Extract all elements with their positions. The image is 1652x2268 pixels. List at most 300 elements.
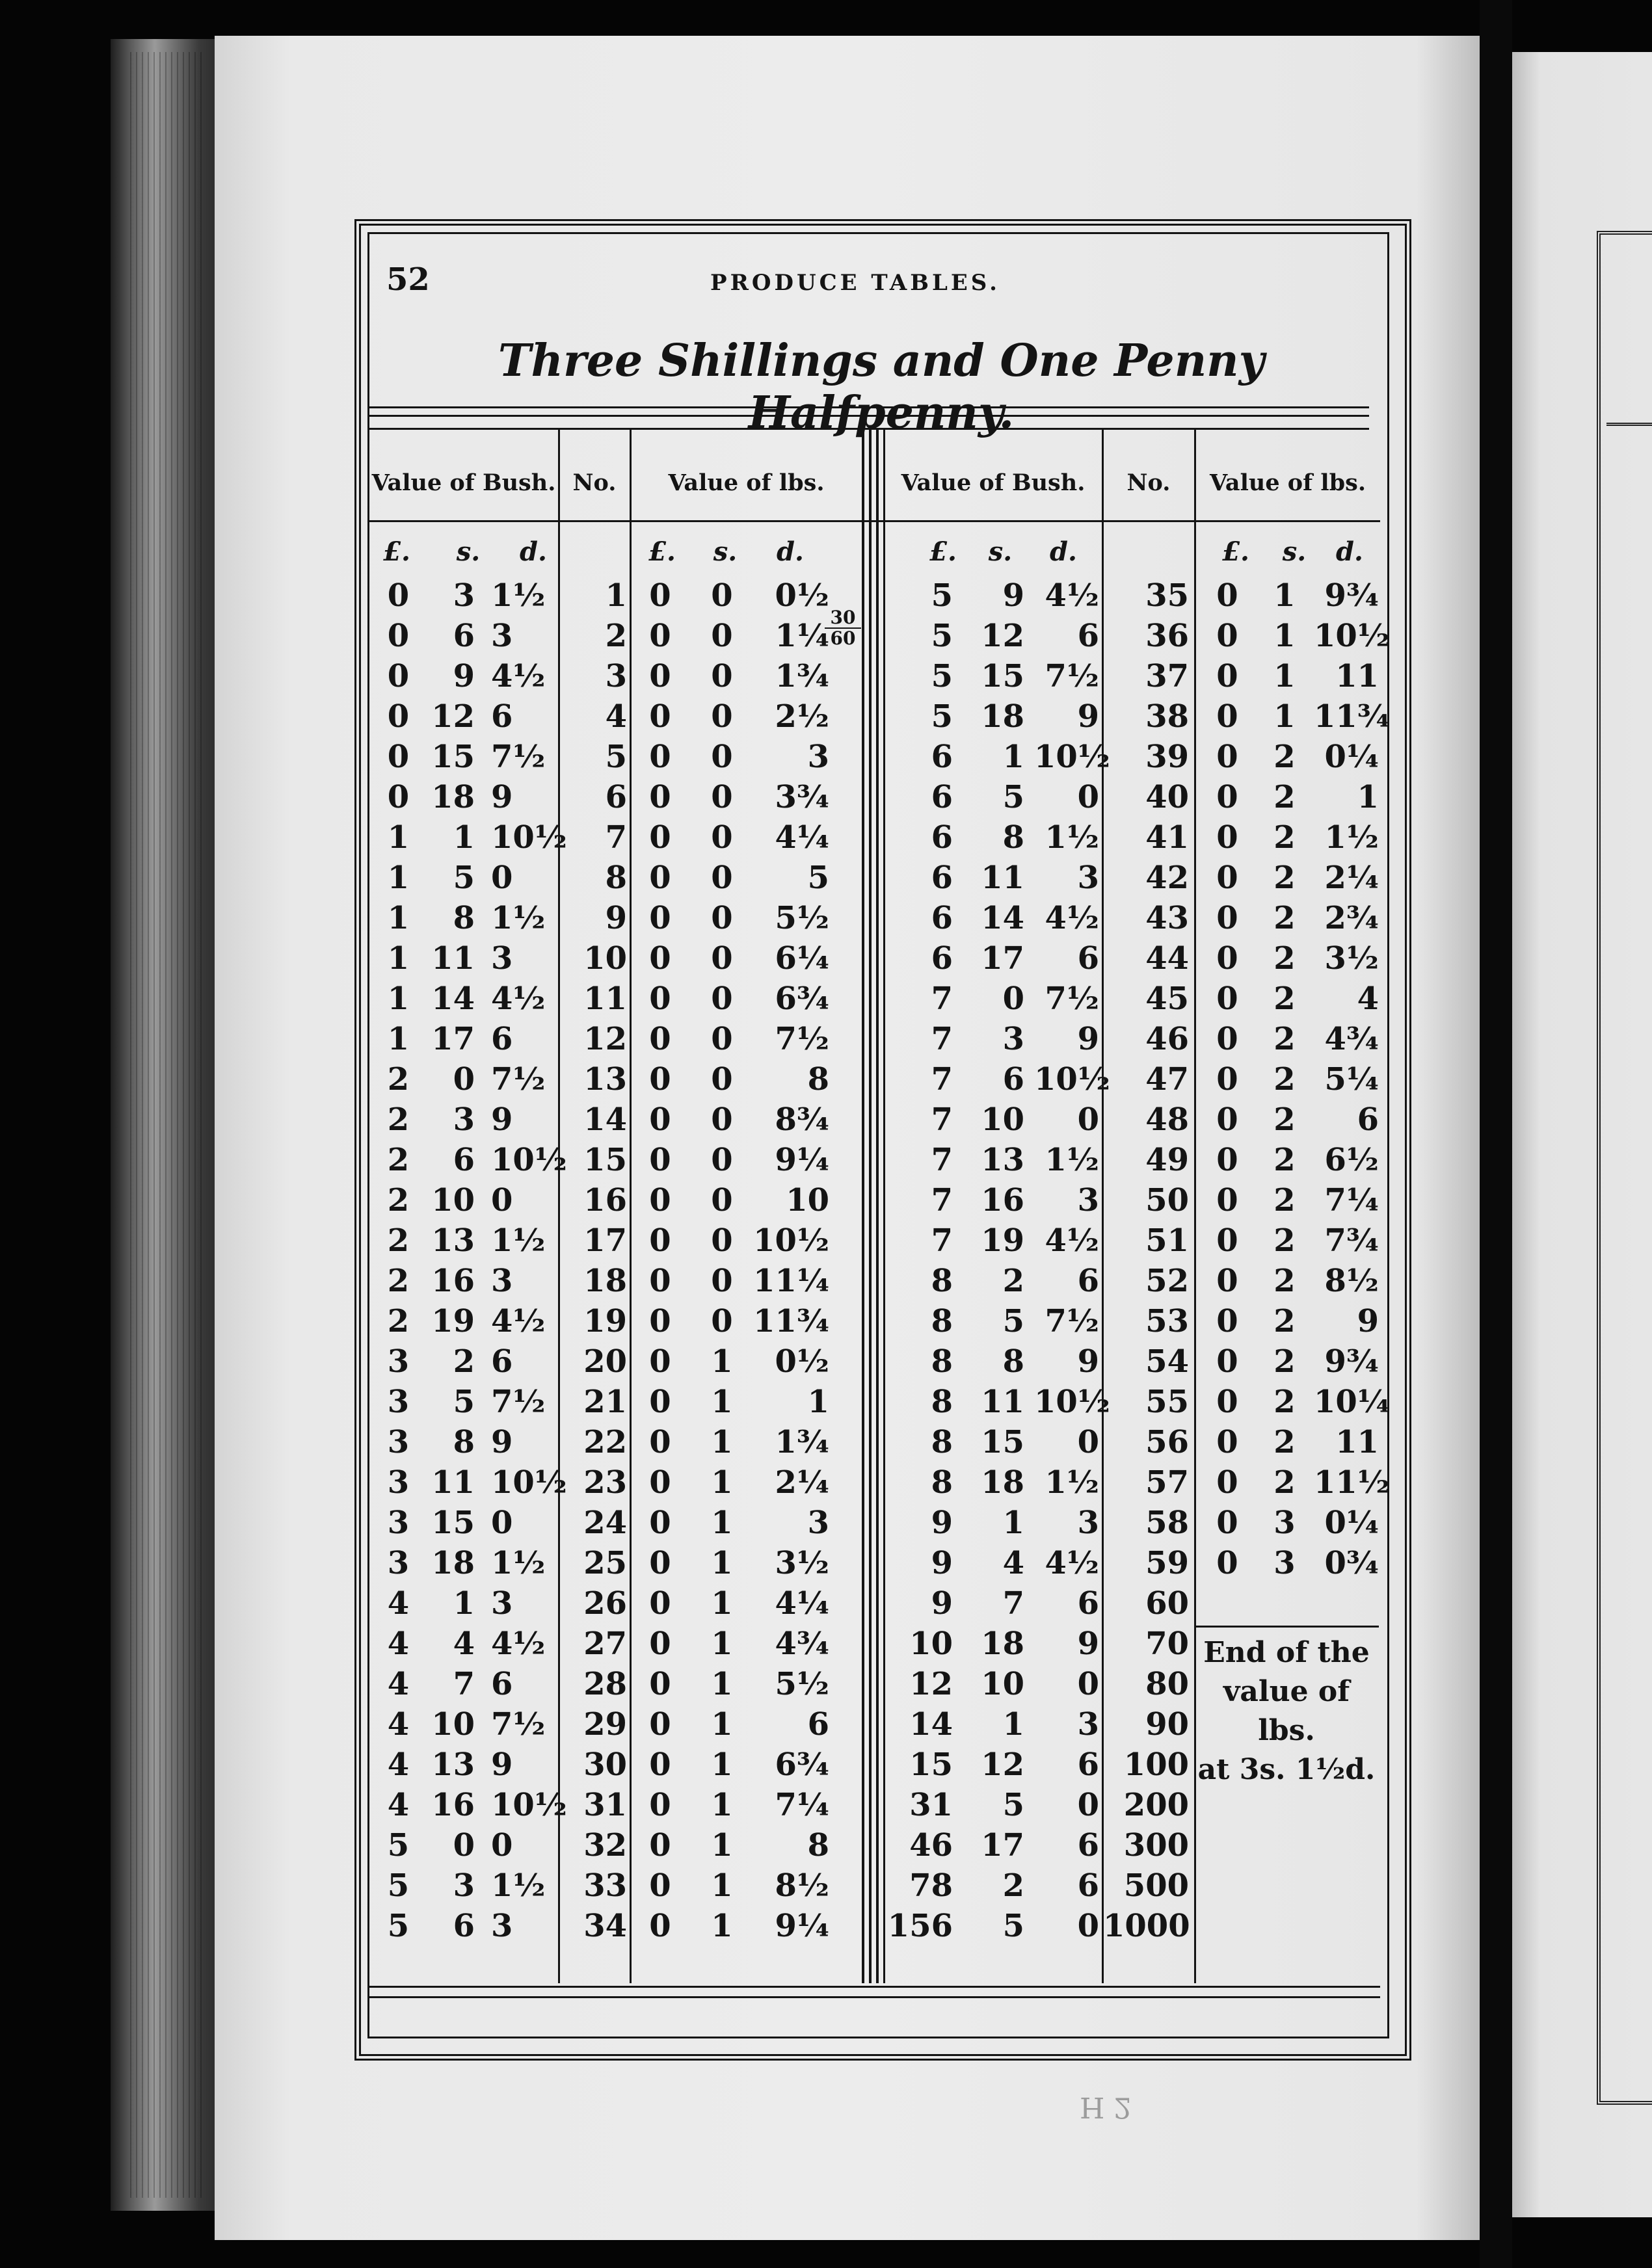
left-cell-lbs-shillings: 1 (711, 1666, 733, 1702)
right-cell-bush-pounds: 5 (931, 618, 953, 654)
left-cell-lbs-shillings: 0 (711, 1061, 733, 1098)
left-cell-bush-pence: 0 (491, 860, 513, 896)
right-cell-bush-shillings: 10 (981, 1666, 1024, 1702)
left-cell-lbs-pence: 3½ (775, 1545, 829, 1581)
right-cell-lbs-shillings: 2 (1273, 981, 1296, 1017)
right-cell-bush-pence: 7½ (1045, 981, 1099, 1017)
corner-fraction-bottom: 60 (830, 627, 856, 649)
left-cell-number: 18 (583, 1263, 627, 1299)
left-cell-lbs-pence: 2¼ (775, 1464, 829, 1501)
right-cell-lbs-pounds: 0 (1216, 739, 1238, 775)
right-cell-lbs-shillings: 1 (1273, 658, 1296, 694)
left-cell-lbs-pounds: 0 (649, 1827, 671, 1864)
left-cell-bush-pence: 0 (491, 1827, 513, 1864)
right-cell-lbs-pounds: 0 (1216, 577, 1238, 614)
left-cell-lbs-shillings: 1 (711, 1545, 733, 1581)
left-cell-bush-pence: 4½ (491, 1626, 546, 1662)
right-cell-lbs-pounds: 0 (1216, 981, 1238, 1017)
right-cell-lbs-pence: 1 (1357, 779, 1379, 815)
right-cell-lbs-pounds: 0 (1216, 779, 1238, 815)
left-cell-lbs-shillings: 1 (711, 1626, 733, 1662)
left-cell-lbs-pounds: 0 (649, 1545, 671, 1581)
right-cell-bush-pounds: 5 (931, 577, 953, 614)
right-cell-bush-pounds: 7 (931, 981, 953, 1017)
right-cell-lbs-shillings: 3 (1273, 1505, 1296, 1541)
right-cell-bush-pounds: 15 (909, 1747, 953, 1783)
right-cell-lbs-pence: 9¾ (1324, 577, 1379, 614)
left-cell-lbs-pence: 1 (807, 1384, 829, 1420)
right-cell-number: 54 (1145, 1343, 1189, 1380)
left-cell-lbs-pence: 10½ (753, 1222, 829, 1259)
left-cell-bush-shillings: 13 (431, 1747, 475, 1783)
right-cell-lbs-pence: 1½ (1324, 819, 1379, 856)
right-table-row (0, 1422, 1652, 1462)
left-cell-bush-pence: 1½ (491, 577, 546, 614)
left-cell-number: 15 (583, 1142, 627, 1178)
left-cell-lbs-pence: 9¼ (775, 1908, 829, 1944)
right-cell-number: 60 (1145, 1585, 1189, 1622)
right-cell-bush-pence: 9 (1077, 1343, 1099, 1380)
right-cell-number: 56 (1145, 1424, 1189, 1460)
right-table-row (0, 1341, 1652, 1382)
left-cell-bush-pounds: 4 (387, 1585, 410, 1622)
right-cell-lbs-pounds: 0 (1216, 1464, 1238, 1501)
right-table-row (0, 1059, 1652, 1100)
left-cell-lbs-shillings: 0 (711, 739, 733, 775)
left-cell-lbs-pounds: 0 (649, 1021, 671, 1057)
left-cell-number: 17 (583, 1222, 627, 1259)
right-lbs-unit-shilling: s. (1282, 536, 1307, 567)
left-cell-lbs-shillings: 1 (711, 1787, 733, 1823)
left-cell-lbs-pence: 6 (807, 1706, 829, 1743)
left-cell-bush-pence: 7½ (491, 1706, 546, 1743)
left-cell-lbs-pence: 8½ (775, 1867, 829, 1904)
left-cell-bush-pence: 1½ (491, 900, 546, 936)
left-cell-bush-pence: 6 (491, 1021, 513, 1057)
left-cell-lbs-shillings: 0 (711, 1142, 733, 1178)
left-cell-bush-shillings: 3 (453, 1867, 475, 1904)
right-cell-bush-pounds: 5 (931, 658, 953, 694)
left-cell-bush-shillings: 8 (453, 900, 475, 936)
right-cell-number: 55 (1145, 1384, 1189, 1420)
left-unit-pence: d. (520, 536, 547, 567)
right-cell-lbs-shillings: 1 (1273, 698, 1296, 735)
left-cell-lbs-pence: 6¾ (775, 981, 829, 1017)
right-cell-number: 37 (1145, 658, 1189, 694)
right-cell-number: 38 (1145, 698, 1189, 735)
left-cell-lbs-pence: 2½ (775, 698, 829, 735)
right-cell-lbs-pounds: 0 (1216, 940, 1238, 977)
right-cell-bush-pence: 3 (1077, 1505, 1099, 1541)
left-cell-bush-pounds: 1 (387, 819, 410, 856)
right-cell-bush-pounds: 78 (909, 1867, 953, 1904)
right-cell-bush-pence: 6 (1077, 1263, 1099, 1299)
right-cell-bush-pence: 3 (1077, 860, 1099, 896)
right-cell-bush-pence: 1½ (1045, 819, 1099, 856)
left-cell-lbs-shillings: 0 (711, 1303, 733, 1339)
right-table-row (0, 696, 1652, 737)
right-cell-bush-pence: 9 (1077, 698, 1099, 735)
left-cell-bush-pounds: 4 (387, 1626, 410, 1662)
left-cell-lbs-pounds: 0 (649, 1706, 671, 1743)
left-cell-lbs-pounds: 0 (649, 577, 671, 614)
left-cell-lbs-shillings: 0 (711, 900, 733, 936)
left-cell-lbs-pounds: 0 (649, 779, 671, 815)
right-table-row (0, 1301, 1652, 1341)
left-cell-bush-shillings: 3 (453, 1101, 475, 1138)
left-cell-lbs-pounds: 0 (649, 1263, 671, 1299)
right-cell-lbs-pence: 7¼ (1324, 1182, 1379, 1219)
right-cell-lbs-pounds: 0 (1216, 1303, 1238, 1339)
left-cell-lbs-shillings: 0 (711, 860, 733, 896)
left-cell-bush-pence: 6 (491, 698, 513, 735)
right-cell-bush-pounds: 7 (931, 1142, 953, 1178)
right-table-row (0, 656, 1652, 696)
left-cell-lbs-pence: 4¼ (775, 819, 829, 856)
left-cell-bush-pounds: 0 (387, 618, 410, 654)
left-cell-number: 13 (583, 1061, 627, 1098)
right-cell-bush-pence: 9 (1077, 1626, 1099, 1662)
right-cell-bush-pounds: 8 (931, 1384, 953, 1420)
left-cell-number: 8 (605, 860, 627, 896)
right-cell-bush-shillings: 14 (981, 900, 1024, 936)
right-cell-bush-shillings: 4 (1002, 1545, 1024, 1581)
right-cell-lbs-pounds: 0 (1216, 618, 1238, 654)
left-cell-bush-shillings: 5 (453, 1384, 475, 1420)
right-cell-bush-pence: 7½ (1045, 658, 1099, 694)
left-cell-number: 2 (605, 618, 627, 654)
left-cell-bush-pence: 3 (491, 1908, 513, 1944)
right-cell-bush-pounds: 5 (931, 698, 953, 735)
left-cell-bush-pounds: 0 (387, 658, 410, 694)
right-cell-bush-pence: 1½ (1045, 1142, 1099, 1178)
right-table-row (0, 1745, 1652, 1785)
right-table-row (0, 817, 1652, 858)
right-cell-bush-pence: 9 (1077, 1021, 1099, 1057)
right-cell-lbs-shillings: 2 (1273, 940, 1296, 977)
end-note (1195, 1633, 1378, 1789)
right-cell-lbs-pounds: 0 (1216, 1384, 1238, 1420)
right-lbs-unit-pence: d. (1336, 536, 1363, 567)
left-cell-lbs-pence: 8¾ (775, 1101, 829, 1138)
right-table-row (0, 1503, 1652, 1543)
right-cell-bush-pence: 7½ (1045, 1303, 1099, 1339)
left-cell-bush-pounds: 1 (387, 981, 410, 1017)
end-note-rule (1195, 1626, 1379, 1628)
right-cell-bush-pence: 4½ (1045, 577, 1099, 614)
right-cell-lbs-shillings: 2 (1273, 1222, 1296, 1259)
right-cell-bush-pence: 1½ (1045, 1464, 1099, 1501)
right-table-row (0, 979, 1652, 1019)
left-cell-number: 6 (605, 779, 627, 815)
right-cell-bush-pence: 4½ (1045, 1222, 1099, 1259)
left-cell-lbs-pounds: 0 (649, 1061, 671, 1098)
right-cell-bush-shillings: 8 (1002, 819, 1024, 856)
right-cell-bush-shillings: 6 (1002, 1061, 1024, 1098)
left-cell-bush-pounds: 5 (387, 1908, 410, 1944)
left-cell-bush-shillings: 18 (431, 1545, 475, 1581)
right-cell-bush-shillings: 5 (1002, 1908, 1024, 1944)
page-signature: H 2 (1080, 2090, 1132, 2124)
right-cell-lbs-pence: 0¼ (1324, 739, 1379, 775)
left-cell-bush-shillings: 6 (453, 1908, 475, 1944)
left-cell-bush-pence: 9 (491, 1101, 513, 1138)
right-cell-bush-shillings: 13 (981, 1142, 1024, 1178)
left-cell-bush-shillings: 1 (453, 819, 475, 856)
left-cell-number: 24 (583, 1505, 627, 1541)
right-cell-lbs-shillings: 1 (1273, 577, 1296, 614)
left-cell-bush-shillings: 13 (431, 1222, 475, 1259)
right-cell-lbs-pence: 2¾ (1324, 900, 1379, 936)
left-lbs-unit-shilling: s. (713, 536, 738, 567)
left-cell-bush-pence: 3 (491, 1585, 513, 1622)
left-cell-bush-shillings: 8 (453, 1424, 475, 1460)
right-cell-lbs-pence: 0¼ (1324, 1505, 1379, 1541)
left-cell-lbs-pence: 0½ (775, 577, 829, 614)
left-cell-lbs-shillings: 0 (711, 779, 733, 815)
left-cell-lbs-pounds: 0 (649, 739, 671, 775)
left-cell-bush-shillings: 15 (431, 739, 475, 775)
right-cell-number: 49 (1145, 1142, 1189, 1178)
left-cell-lbs-pence: 4¼ (775, 1585, 829, 1622)
left-cell-number: 30 (583, 1747, 627, 1783)
right-cell-bush-shillings: 10 (981, 1101, 1024, 1138)
left-cell-lbs-pounds: 0 (649, 1384, 671, 1420)
left-cell-bush-pounds: 1 (387, 900, 410, 936)
right-table-row (0, 1704, 1652, 1745)
left-cell-bush-pence: 4½ (491, 658, 546, 694)
right-cell-bush-shillings: 19 (981, 1222, 1024, 1259)
right-cell-bush-shillings: 8 (1002, 1343, 1024, 1380)
left-cell-bush-pence: 1½ (491, 1545, 546, 1581)
right-cell-lbs-shillings: 2 (1273, 819, 1296, 856)
right-cell-bush-pence: 0 (1077, 779, 1099, 815)
left-unit-pound: £. (383, 536, 410, 567)
right-cell-number: 500 (1123, 1867, 1189, 1904)
left-cell-bush-pence: 4½ (491, 981, 546, 1017)
right-cell-lbs-pounds: 0 (1216, 1424, 1238, 1460)
left-cell-bush-pence: 10½ (491, 1787, 567, 1823)
right-cell-bush-pounds: 7 (931, 1222, 953, 1259)
left-cell-lbs-pounds: 0 (649, 1142, 671, 1178)
right-cell-bush-pence: 6 (1077, 940, 1099, 977)
right-cell-lbs-pounds: 0 (1216, 819, 1238, 856)
running-head: PRODUCE TABLES. (710, 270, 1000, 296)
left-cell-number: 34 (583, 1908, 627, 1944)
left-cell-lbs-shillings: 1 (711, 1464, 733, 1501)
right-cell-number: 40 (1145, 779, 1189, 815)
left-cell-bush-shillings: 17 (431, 1021, 475, 1057)
right-cell-number: 42 (1145, 860, 1189, 896)
right-table-row (0, 1100, 1652, 1140)
right-cell-bush-pounds: 9 (931, 1585, 953, 1622)
right-cell-bush-shillings: 0 (1002, 981, 1024, 1017)
right-cell-bush-pence: 4½ (1045, 1545, 1099, 1581)
title-rule-top (367, 406, 1369, 408)
right-cell-lbs-pence: 2¼ (1324, 860, 1379, 896)
right-cell-number: 51 (1145, 1222, 1189, 1259)
left-cell-lbs-pence: 8 (807, 1061, 829, 1098)
right-cell-lbs-shillings: 2 (1273, 779, 1296, 815)
right-cell-bush-pence: 6 (1077, 1827, 1099, 1864)
left-cell-lbs-shillings: 1 (711, 1706, 733, 1743)
left-cell-lbs-pounds: 0 (649, 819, 671, 856)
left-cell-lbs-pounds: 0 (649, 1747, 671, 1783)
right-cell-number: 45 (1145, 981, 1189, 1017)
right-cell-number: 36 (1145, 618, 1189, 654)
page-title: Three Shillings and One Penny Halfpenny. (498, 335, 1265, 439)
left-cell-number: 19 (583, 1303, 627, 1339)
right-cell-bush-shillings: 5 (1002, 779, 1024, 815)
page-number: 52 (386, 261, 430, 298)
right-cell-lbs-pounds: 0 (1216, 658, 1238, 694)
left-cell-lbs-shillings: 1 (711, 1908, 733, 1944)
right-cell-bush-pounds: 6 (931, 819, 953, 856)
right-cell-lbs-shillings: 2 (1273, 1464, 1296, 1501)
right-cell-lbs-shillings: 1 (1273, 618, 1296, 654)
left-cell-lbs-shillings: 0 (711, 940, 733, 977)
right-cell-lbs-pounds: 0 (1216, 1182, 1238, 1219)
right-cell-bush-pounds: 9 (931, 1545, 953, 1581)
right-cell-number: 59 (1145, 1545, 1189, 1581)
left-cell-bush-pounds: 2 (387, 1222, 410, 1259)
left-cell-lbs-shillings: 0 (711, 1021, 733, 1057)
right-cell-bush-shillings: 18 (981, 698, 1024, 735)
left-cell-number: 22 (583, 1424, 627, 1460)
right-cell-lbs-shillings: 2 (1273, 1303, 1296, 1339)
left-cell-bush-shillings: 3 (453, 577, 475, 614)
right-cell-bush-pounds: 12 (909, 1666, 953, 1702)
end-note-line-1: End of the (1203, 1636, 1370, 1669)
left-cell-bush-pounds: 2 (387, 1061, 410, 1098)
right-cell-lbs-shillings: 2 (1273, 739, 1296, 775)
right-cell-bush-pence: 4½ (1045, 900, 1099, 936)
left-cell-lbs-pence: 4¾ (775, 1626, 829, 1662)
left-cell-bush-pence: 1½ (491, 1867, 546, 1904)
left-lbs-unit-pound: £. (648, 536, 676, 567)
right-cell-bush-pounds: 8 (931, 1303, 953, 1339)
table-bottom-rule-1 (367, 1986, 1380, 1988)
right-cell-bush-pounds: 8 (931, 1343, 953, 1380)
right-cell-number: 35 (1145, 577, 1189, 614)
left-cell-number: 33 (583, 1867, 627, 1904)
left-cell-bush-shillings: 5 (453, 860, 475, 896)
left-cell-lbs-pence: 1¾ (775, 658, 829, 694)
left-cell-bush-pounds: 0 (387, 739, 410, 775)
left-cell-number: 10 (583, 940, 627, 977)
right-cell-bush-pence: 10½ (1034, 1061, 1110, 1098)
left-cell-lbs-shillings: 0 (711, 819, 733, 856)
left-cell-number: 12 (583, 1021, 627, 1057)
right-cell-lbs-pence: 6 (1357, 1101, 1379, 1138)
left-cell-lbs-pence: 5½ (775, 900, 829, 936)
left-header-no: No. (572, 469, 617, 496)
right-cell-number: 52 (1145, 1263, 1189, 1299)
left-cell-bush-pounds: 2 (387, 1263, 410, 1299)
left-cell-number: 5 (605, 739, 627, 775)
right-cell-bush-pounds: 31 (909, 1787, 953, 1823)
left-cell-lbs-pence: 8 (807, 1827, 829, 1864)
right-table-row (0, 1785, 1652, 1825)
right-cell-lbs-pounds: 0 (1216, 1545, 1238, 1581)
left-cell-lbs-pence: 1¾ (775, 1424, 829, 1460)
right-cell-lbs-pence: 11¾ (1314, 698, 1390, 735)
table-bottom-rule-2 (367, 1996, 1380, 1998)
left-cell-lbs-shillings: 0 (711, 1263, 733, 1299)
right-cell-lbs-shillings: 2 (1273, 1101, 1296, 1138)
left-cell-bush-pence: 4½ (491, 1303, 546, 1339)
title-rule-bottom (367, 428, 1369, 430)
right-cell-lbs-pence: 9 (1357, 1303, 1379, 1339)
right-cell-bush-pence: 10½ (1034, 739, 1110, 775)
left-cell-bush-pounds: 3 (387, 1505, 410, 1541)
left-cell-bush-pounds: 5 (387, 1827, 410, 1864)
right-cell-bush-pence: 3 (1077, 1182, 1099, 1219)
right-cell-lbs-pence: 7¾ (1324, 1222, 1379, 1259)
right-cell-bush-pence: 0 (1077, 1424, 1099, 1460)
left-cell-lbs-pence: 0½ (775, 1343, 829, 1380)
left-cell-lbs-pounds: 0 (649, 1867, 671, 1904)
title-rule-mid (367, 415, 1369, 417)
right-cell-bush-pounds: 156 (887, 1908, 953, 1944)
left-cell-lbs-pence: 10 (786, 1182, 829, 1219)
left-unit-shilling: s. (456, 536, 481, 567)
left-cell-lbs-shillings: 1 (711, 1867, 733, 1904)
left-cell-lbs-pounds: 0 (649, 900, 671, 936)
right-table-row (0, 1906, 1652, 1946)
right-table-row (0, 1543, 1652, 1583)
left-cell-bush-shillings: 15 (431, 1505, 475, 1541)
left-cell-lbs-shillings: 0 (711, 1222, 733, 1259)
right-cell-number: 44 (1145, 940, 1189, 977)
left-cell-bush-shillings: 4 (453, 1626, 475, 1662)
right-cell-bush-pounds: 7 (931, 1101, 953, 1138)
right-cell-bush-shillings: 11 (981, 1384, 1024, 1420)
right-table-row (0, 938, 1652, 979)
left-cell-lbs-shillings: 0 (711, 658, 733, 694)
left-cell-bush-shillings: 16 (431, 1787, 475, 1823)
left-cell-lbs-pounds: 0 (649, 1505, 671, 1541)
right-cell-number: 70 (1145, 1626, 1189, 1662)
left-cell-lbs-shillings: 1 (711, 1343, 733, 1380)
left-cell-lbs-pounds: 0 (649, 1101, 671, 1138)
left-cell-lbs-pounds: 0 (649, 618, 671, 654)
left-cell-number: 16 (583, 1182, 627, 1219)
left-cell-bush-pence: 10½ (491, 1142, 567, 1178)
right-header-value-of-lbs: Value of lbs. (1209, 469, 1366, 496)
right-table-row (0, 777, 1652, 817)
right-cell-lbs-shillings: 2 (1273, 900, 1296, 936)
left-cell-number: 25 (583, 1545, 627, 1581)
left-cell-lbs-shillings: 0 (711, 618, 733, 654)
right-cell-lbs-pence: 4 (1357, 981, 1379, 1017)
left-cell-lbs-shillings: 0 (711, 698, 733, 735)
right-lbs-unit-pound: £. (1222, 536, 1249, 567)
left-cell-bush-pounds: 0 (387, 577, 410, 614)
left-cell-bush-pence: 0 (491, 1505, 513, 1541)
left-cell-bush-shillings: 6 (453, 1142, 475, 1178)
left-cell-lbs-pence: 11¾ (753, 1303, 829, 1339)
left-cell-lbs-pence: 6¾ (775, 1747, 829, 1783)
left-cell-bush-pence: 9 (491, 1424, 513, 1460)
right-cell-lbs-pence: 4¾ (1324, 1021, 1379, 1057)
right-cell-number: 1000 (1103, 1908, 1190, 1944)
left-cell-lbs-pounds: 0 (649, 1908, 671, 1944)
left-cell-number: 23 (583, 1464, 627, 1501)
left-cell-bush-pence: 3 (491, 940, 513, 977)
left-cell-bush-pence: 6 (491, 1666, 513, 1702)
left-cell-lbs-pence: 9¼ (775, 1142, 829, 1178)
